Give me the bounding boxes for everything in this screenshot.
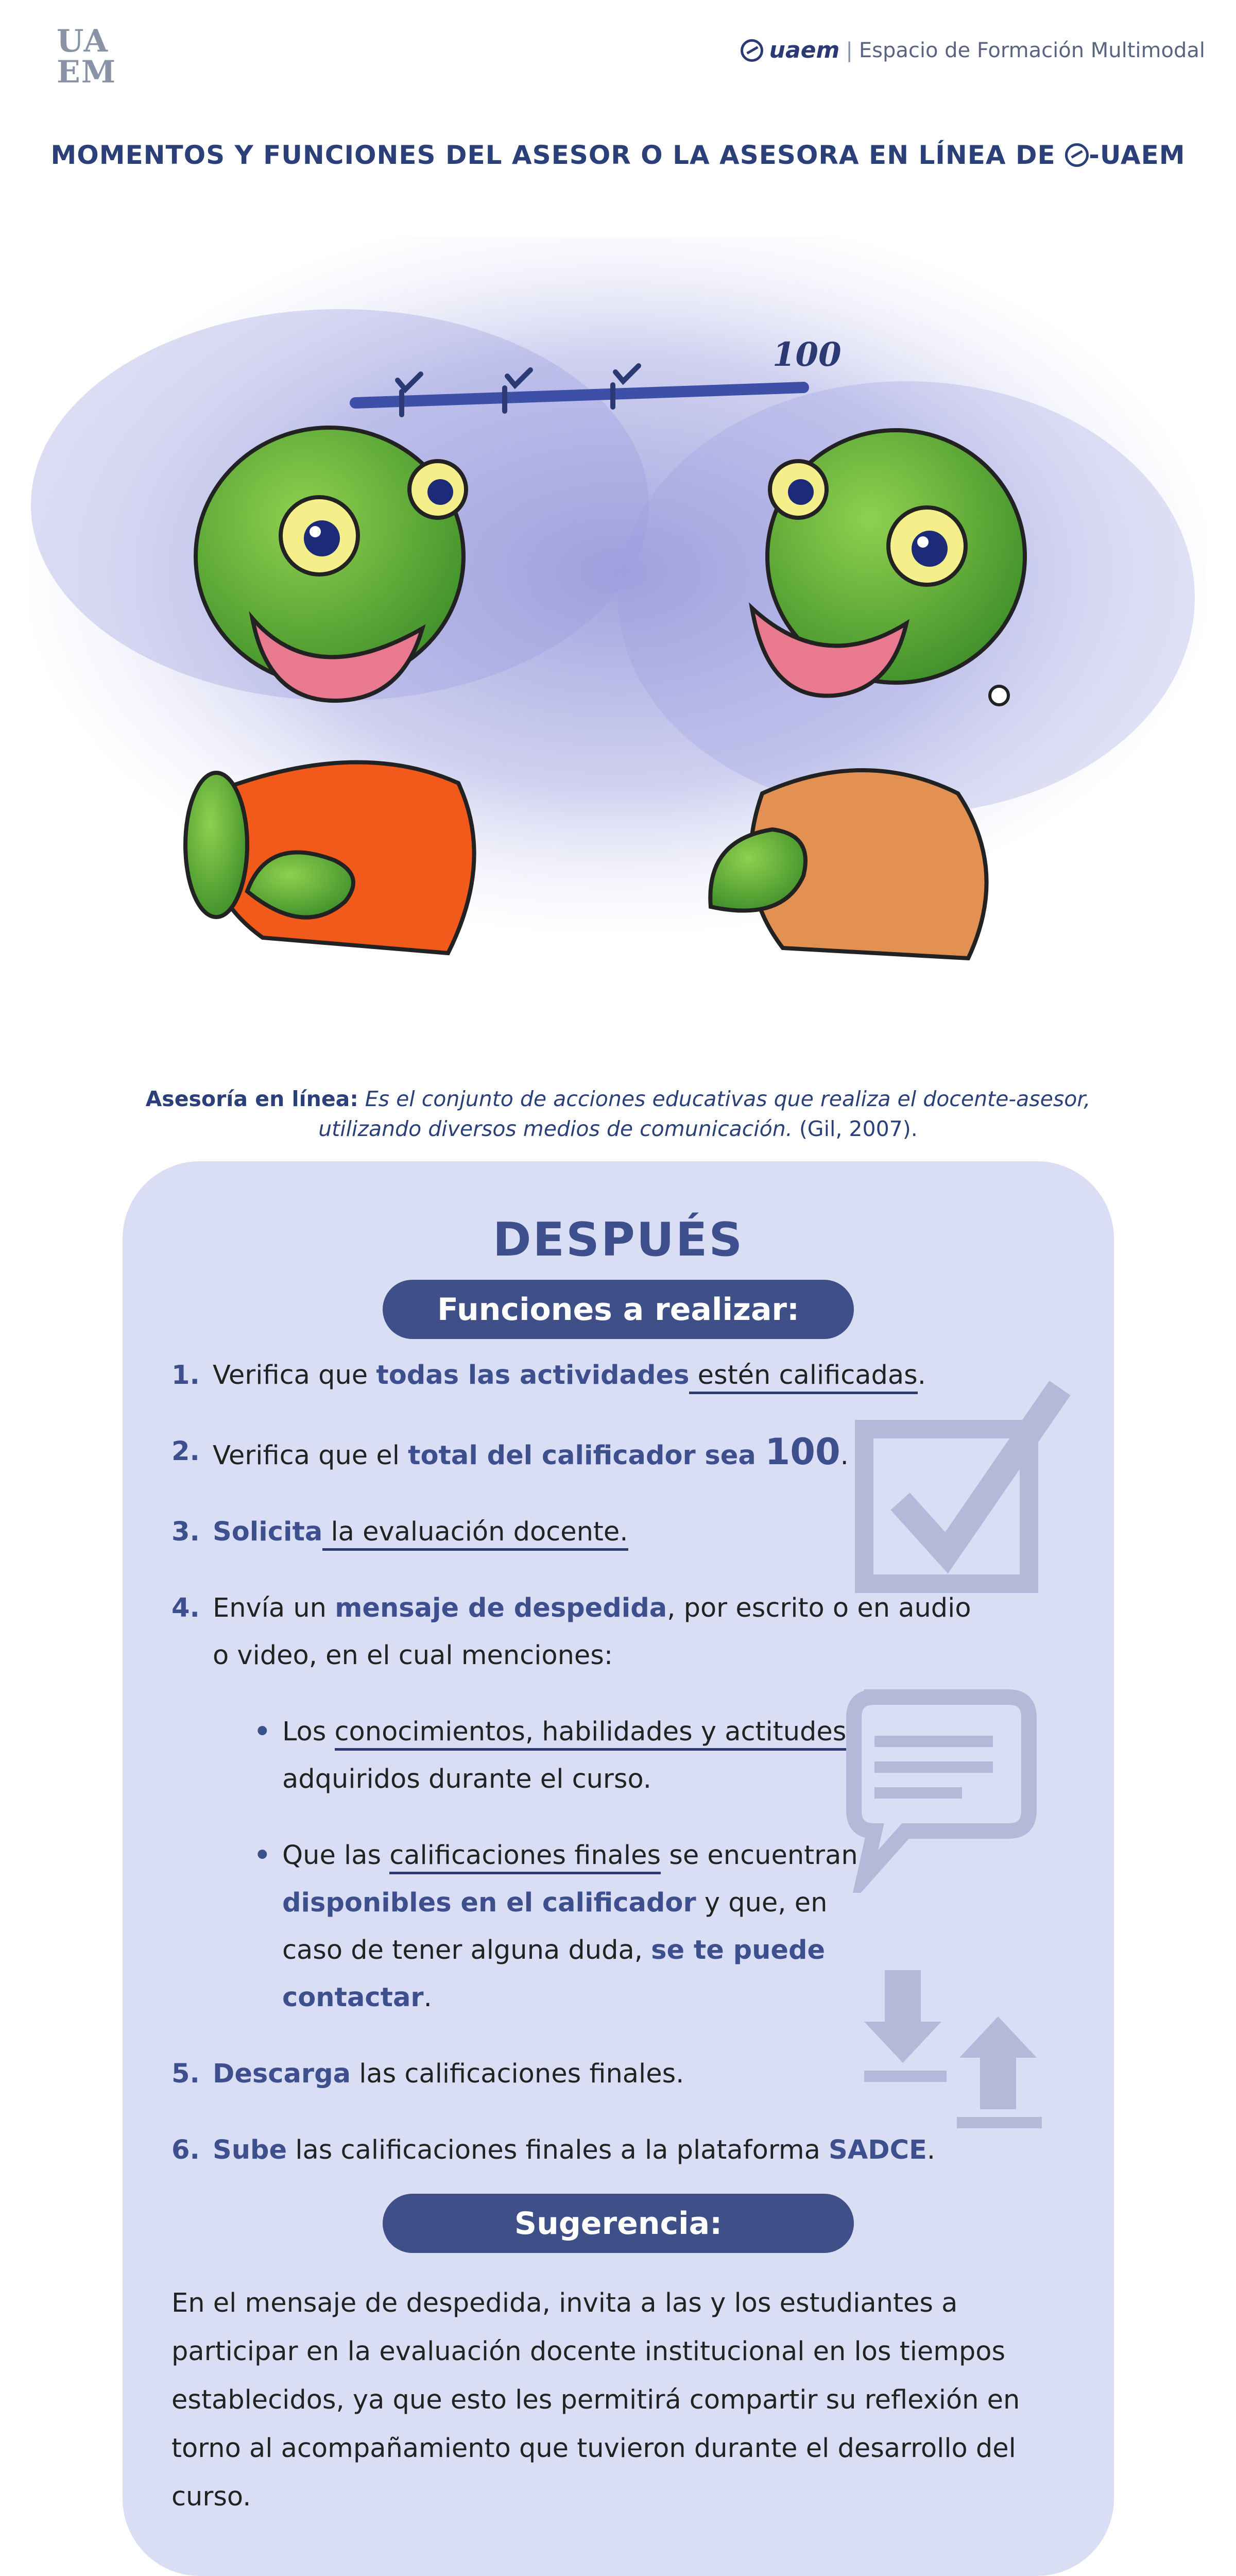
e-logo-icon xyxy=(741,39,763,62)
suggestion-pill: Sugerencia: xyxy=(383,2194,854,2253)
brand-divider: | xyxy=(846,38,853,62)
logo-line-2: EM xyxy=(57,54,117,90)
after-card xyxy=(123,1161,1114,2576)
list-item: 2. Verifica que el total del calificador sea 100. xyxy=(171,1431,849,1473)
score-label: 100 xyxy=(772,335,842,374)
hero-illustration xyxy=(31,237,1205,1041)
definition-text: Es el conjunto de acciones educativas que realiza el docente-asesor, utilizando diversos medios de comunicación. xyxy=(318,1087,1091,1141)
functions-pill: Funciones a realizar: xyxy=(383,1280,854,1339)
card-heading: DESPUÉS xyxy=(492,1213,744,1267)
suggestion-text: En el mensaje de despedida, invita a las y los estudiantes a participar en la evaluación docente institucional en los tiempos establecidos, ya que esto les permitirá compartir su reflexión en torno al acompañamiento que tuvieron durante el desarrollo del curso. xyxy=(171,2288,1020,2512)
list-item: 5. Descarga las calificaciones finales. xyxy=(171,2059,684,2089)
logo-line-1: UA xyxy=(57,23,109,59)
sub-list-item: • Que las calificaciones finales se encuentran disponibles en el calificador y que, en caso de tener alguna duda, se te puede contactar. xyxy=(254,1840,858,2013)
page-title xyxy=(0,140,1236,170)
definition xyxy=(103,1084,1133,1144)
list-item: 3. Solicita la evaluación docente. xyxy=(171,1509,1021,1556)
title-suffix: -UAEM xyxy=(1089,140,1186,170)
uaem-logo xyxy=(57,23,117,90)
definition-label: Asesoría en línea: xyxy=(145,1087,358,1111)
header xyxy=(0,0,1236,103)
e-logo-icon xyxy=(1065,143,1089,167)
list-item: 4. Envía un mensaje de despedida, por escrito o en audio o video, en el cual menciones: • Los conocimientos, habilidades y actitudes adquiridos durante el curso. • Que las calificaciones finales se encuentran disponibles en el calificador y que, en caso de tener alguna duda, se te puede contactar. xyxy=(171,1585,975,2022)
brand-subtitle: Espacio de Formación Multimodal xyxy=(859,38,1205,62)
brand xyxy=(741,37,1205,63)
sub-list-item: • Los conocimientos, habilidades y actitudes adquiridos durante el curso. xyxy=(254,1717,847,1794)
definition-citation: (Gil, 2007). xyxy=(799,1116,918,1141)
list-item: 1. Verifica que todas las actividades estén calificadas. xyxy=(171,1352,1021,1399)
functions-list xyxy=(171,1352,1021,2203)
title-text: MOMENTOS Y FUNCIONES DEL ASESOR O LA ASESORA EN LÍNEA DE xyxy=(50,140,1066,170)
brand-name: uaem xyxy=(769,37,840,63)
list-item: 6. Sube las calificaciones finales a la plataforma SADCE. xyxy=(171,2135,936,2165)
